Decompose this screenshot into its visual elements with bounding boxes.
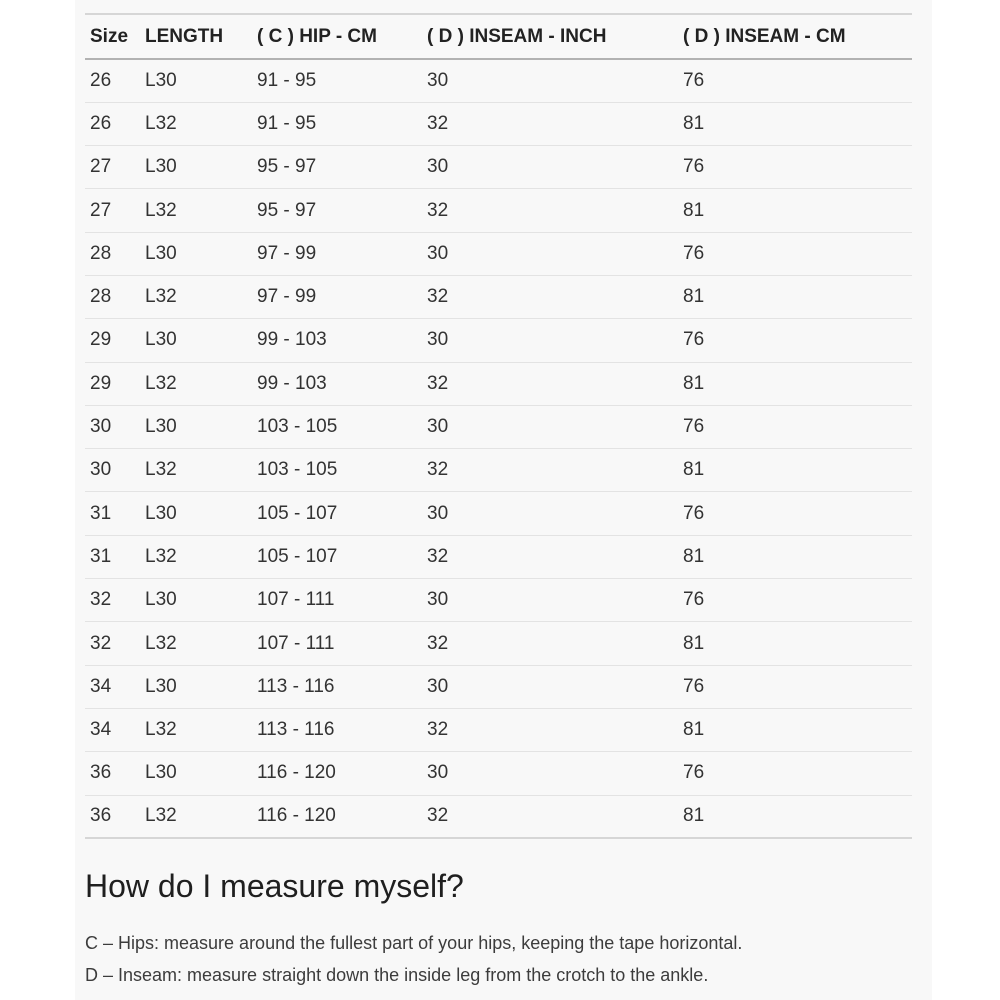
- table-cell: 91 - 95: [257, 69, 317, 91]
- measure-section: [85, 867, 932, 991]
- table-body: [85, 59, 912, 838]
- table-cell: L32: [145, 805, 177, 827]
- table-cell: L30: [145, 329, 177, 351]
- table-cell: 116 - 120: [257, 805, 336, 827]
- table-cell: 76: [683, 416, 705, 438]
- table-cell: 76: [683, 762, 705, 784]
- table-cell: 30: [427, 502, 449, 524]
- table-cell: L30: [145, 589, 177, 611]
- column-header: ( D ) INSEAM - INCH: [427, 25, 607, 47]
- table-cell: 107 - 111: [257, 632, 335, 654]
- table-cell: L32: [145, 372, 177, 394]
- column-header: Size: [90, 25, 129, 47]
- table-cell: 76: [683, 589, 705, 611]
- table-cell: 34: [90, 719, 112, 741]
- size-chart-panel: [75, 0, 932, 1000]
- table-cell: 107 - 111: [257, 589, 335, 611]
- table-cell: 32: [427, 372, 449, 394]
- table-cell: L32: [145, 199, 177, 221]
- table-cell: L30: [145, 242, 177, 264]
- table-row: [85, 275, 912, 318]
- table-cell: 30: [427, 416, 449, 438]
- table-cell: 81: [683, 286, 705, 308]
- table-cell: 81: [683, 199, 705, 221]
- table-cell: 95 - 97: [257, 199, 317, 221]
- table-row: [85, 189, 912, 232]
- table-cell: 76: [683, 329, 705, 351]
- table-cell: 81: [683, 372, 705, 394]
- table-cell: 30: [427, 329, 449, 351]
- table-cell: 76: [683, 675, 705, 697]
- table-cell: 30: [90, 416, 112, 438]
- table-cell: 76: [683, 156, 705, 178]
- table-cell: 81: [683, 545, 705, 567]
- table-cell: L32: [145, 459, 177, 481]
- table-row: [85, 752, 912, 795]
- table-cell: 32: [427, 199, 449, 221]
- table-cell: 81: [683, 632, 705, 654]
- table-cell: L32: [145, 719, 177, 741]
- table-cell: L32: [145, 112, 177, 134]
- table-cell: 31: [90, 502, 112, 524]
- header-row: [85, 14, 912, 59]
- table-cell: 103 - 105: [257, 459, 338, 481]
- table-row: [85, 319, 912, 362]
- table-cell: 81: [683, 719, 705, 741]
- table-cell: 76: [683, 69, 705, 91]
- table-cell: 32: [90, 589, 112, 611]
- table-cell: 99 - 103: [257, 329, 327, 351]
- table-cell: 116 - 120: [257, 762, 336, 784]
- column-header: ( C ) HIP - CM: [257, 25, 377, 47]
- table-row: [85, 535, 912, 578]
- table-row: [85, 622, 912, 665]
- table-cell: L30: [145, 675, 177, 697]
- table-cell: 30: [427, 675, 449, 697]
- table-row: [85, 102, 912, 145]
- table-cell: 30: [427, 69, 449, 91]
- table-cell: 29: [90, 329, 112, 351]
- table-cell: 28: [90, 242, 112, 264]
- table-row: [85, 665, 912, 708]
- table-cell: 30: [427, 589, 449, 611]
- table-cell: 32: [427, 805, 449, 827]
- table-cell: 81: [683, 805, 705, 827]
- table-cell: L30: [145, 156, 177, 178]
- table-cell: 76: [683, 242, 705, 264]
- table-cell: 105 - 107: [257, 545, 338, 567]
- table-row: [85, 492, 912, 535]
- table-cell: 76: [683, 502, 705, 524]
- table-row: [85, 449, 912, 492]
- table-cell: 32: [427, 632, 449, 654]
- table-cell: 36: [90, 805, 112, 827]
- table-row: [85, 405, 912, 448]
- table-cell: 32: [427, 459, 449, 481]
- table-cell: 32: [427, 112, 449, 134]
- table-cell: 27: [90, 156, 112, 178]
- table-cell: 113 - 116: [257, 675, 335, 697]
- table-cell: 95 - 97: [257, 156, 317, 178]
- table-cell: L32: [145, 632, 177, 654]
- table-cell: 99 - 103: [257, 372, 327, 394]
- table-row: [85, 708, 912, 751]
- table-row: [85, 795, 912, 838]
- table-cell: 32: [90, 632, 112, 654]
- measure-instruction-hips: C – Hips: measure around the fullest part of your hips, keeping the tape horizontal.: [85, 933, 743, 954]
- table-cell: 36: [90, 762, 112, 784]
- table-cell: 30: [90, 459, 112, 481]
- table-cell: 29: [90, 372, 112, 394]
- measure-instruction-inseam: D – Inseam: measure straight down the inside leg from the crotch to the ankle.: [85, 965, 709, 986]
- table-cell: 26: [90, 69, 112, 91]
- table-cell: 28: [90, 286, 112, 308]
- table-cell: 32: [427, 719, 449, 741]
- table-row: [85, 146, 912, 189]
- table-row: [85, 579, 912, 622]
- table-cell: 113 - 116: [257, 719, 335, 741]
- measure-heading: How do I measure myself?: [85, 868, 464, 905]
- table-cell: 97 - 99: [257, 242, 317, 264]
- table-cell: L30: [145, 416, 177, 438]
- table-cell: 34: [90, 675, 112, 697]
- table-cell: L32: [145, 286, 177, 308]
- table-cell: 32: [427, 545, 449, 567]
- size-chart-table: [85, 13, 912, 839]
- table-row: [85, 362, 912, 405]
- table-cell: 81: [683, 112, 705, 134]
- table-cell: 103 - 105: [257, 416, 338, 438]
- table-cell: 26: [90, 112, 112, 134]
- table-cell: 30: [427, 242, 449, 264]
- table-cell: 32: [427, 286, 449, 308]
- table-cell: 27: [90, 199, 112, 221]
- table-cell: 30: [427, 762, 449, 784]
- column-header: ( D ) INSEAM - CM: [683, 25, 846, 47]
- table-cell: 81: [683, 459, 705, 481]
- table-cell: 31: [90, 545, 112, 567]
- table-cell: L30: [145, 502, 177, 524]
- table-cell: 97 - 99: [257, 286, 317, 308]
- table-cell: L30: [145, 69, 177, 91]
- table-cell: L32: [145, 545, 177, 567]
- table-row: [85, 232, 912, 275]
- table-row: [85, 59, 912, 102]
- table-cell: 30: [427, 156, 449, 178]
- table-cell: 91 - 95: [257, 112, 317, 134]
- table-cell: L30: [145, 762, 177, 784]
- table-cell: 105 - 107: [257, 502, 338, 524]
- column-header: LENGTH: [145, 25, 224, 47]
